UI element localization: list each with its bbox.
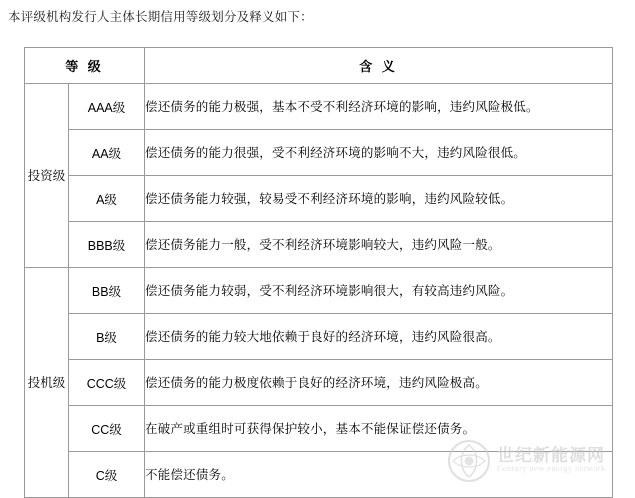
grade-meaning: 不能偿还债务。 (145, 452, 613, 498)
table-header-row (25, 48, 613, 84)
grade-meaning: 偿还债务能力较弱，受不利经济环境影响很大，有较高违约风险。 (145, 268, 613, 314)
table-row (25, 176, 613, 222)
grade-label: BB级 (69, 268, 145, 314)
category-label-investment: 投资级 (25, 84, 69, 268)
grade-label: AAA级 (69, 84, 145, 130)
watermark-subtitle: Century new energy network (497, 464, 606, 473)
category-label-speculative: 投机级 (25, 268, 69, 498)
header-meaning: 含 义 (145, 48, 613, 84)
grade-label: C级 (69, 452, 145, 498)
table-row (25, 84, 613, 130)
grade-meaning: 偿还债务的能力极度依赖于良好的经济环境，违约风险极高。 (145, 360, 613, 406)
grade-meaning: 偿还债务能力一般，受不利经济环境影响较大，违约风险一般。 (145, 222, 613, 268)
grade-label: CCC级 (69, 360, 145, 406)
grade-meaning: 偿还债务能力较强，较易受不利经济环境的影响，违约风险较低。 (145, 176, 613, 222)
grade-label: CC级 (69, 406, 145, 452)
table-row (25, 130, 613, 176)
table-row (25, 268, 613, 314)
intro-text: 本评级机构发行人主体长期信用等级划分及释义如下： (8, 10, 313, 24)
grade-meaning: 偿还债务的能力较大地依赖于良好的经济环境，违约风险很高。 (145, 314, 613, 360)
grade-meaning: 在破产或重组时可获得保护较小，基本不能保证偿还债务。 (145, 406, 613, 452)
header-grade: 等 级 (25, 48, 145, 84)
table-row (25, 452, 613, 498)
watermark-title: 世纪新能源网 (497, 446, 605, 465)
table-row (25, 314, 613, 360)
table-row (25, 406, 613, 452)
table-row (25, 360, 613, 406)
credit-rating-table (24, 47, 613, 498)
grade-label: B级 (69, 314, 145, 360)
grade-label: AA级 (69, 130, 145, 176)
grade-meaning: 偿还债务的能力极强，基本不受不利经济环境的影响，违约风险极低。 (145, 84, 613, 130)
grade-label: A级 (69, 176, 145, 222)
table-row (25, 222, 613, 268)
grade-label: BBB级 (69, 222, 145, 268)
credit-rating-table-container (24, 47, 612, 498)
grade-meaning: 偿还债务的能力很强，受不利经济环境的影响不大，违约风险很低。 (145, 130, 613, 176)
